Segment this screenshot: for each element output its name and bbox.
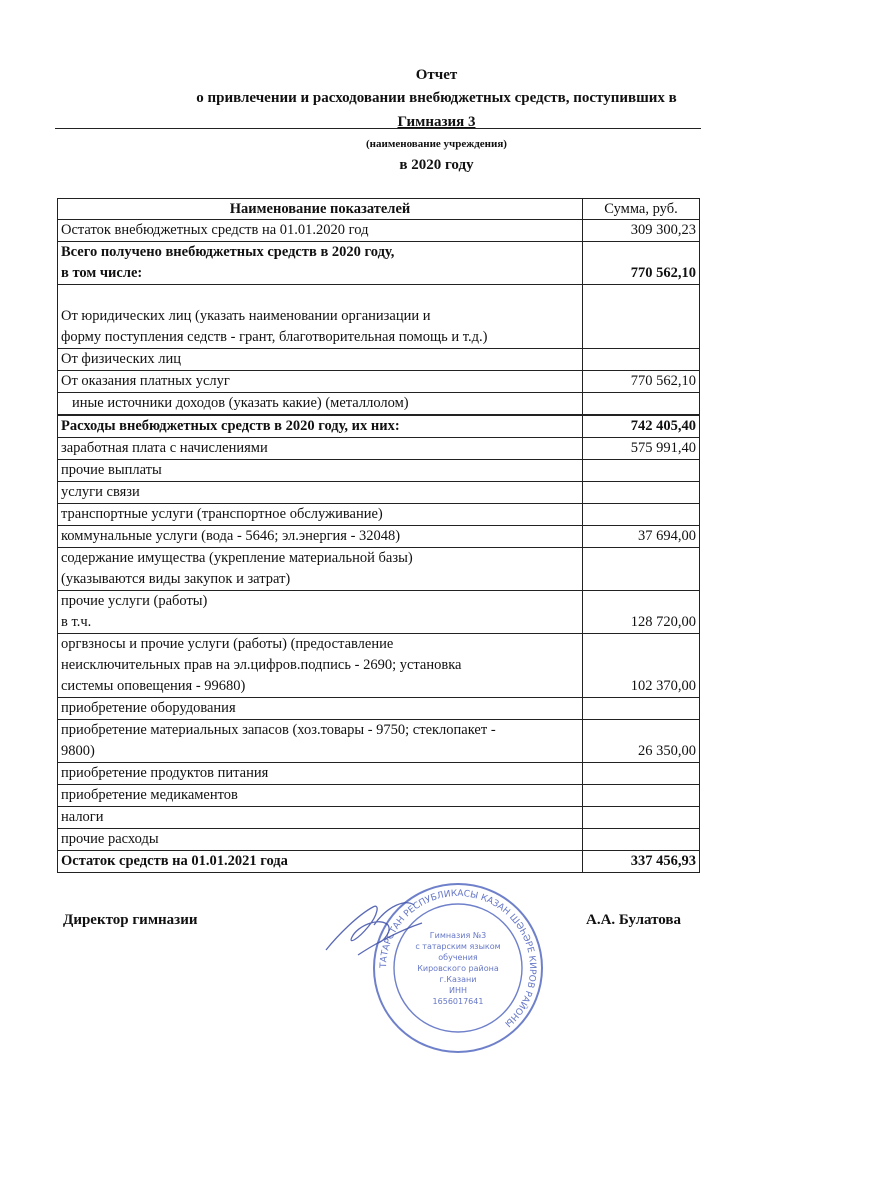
signer-name: А.А. Булатова	[586, 912, 682, 928]
svg-text:г.Казани: г.Казани	[439, 975, 477, 984]
row-label-line: в т.ч.	[61, 614, 92, 630]
row-label-line: форму поступления седств - грант, благотворительная помощь и т.д.)	[61, 329, 488, 345]
report-subtitle: о привлечении и расходовании внебюджетных средств, поступивших в	[196, 90, 677, 106]
row-label-line: системы оповещения - 99680)	[61, 678, 246, 694]
stamp-center-text	[415, 931, 500, 1006]
row-value: 309 300,23	[583, 220, 700, 242]
table-row	[58, 698, 700, 720]
row-value: 128 720,00	[583, 591, 700, 634]
row-label: приобретение продуктов питания	[58, 763, 583, 785]
svg-text:с татарским языком: с татарским языком	[415, 942, 501, 951]
table-row	[58, 393, 700, 415]
row-value: 37 694,00	[583, 526, 700, 548]
row-label	[58, 548, 583, 591]
row-value: 575 991,40	[583, 438, 700, 460]
row-label-line: приобретение материальных запасов (хоз.товары - 9750; стеклопакет -	[61, 722, 496, 738]
row-label-line: содержание имущества (укрепление материальной базы)	[61, 550, 413, 566]
table-row	[58, 851, 700, 873]
row-value	[583, 504, 700, 526]
row-label-line: От юридических лиц (указать наименовании организации и	[61, 308, 431, 324]
row-label-line: неисключительных прав на эл.цифров.подпись - 2690; установка	[61, 657, 462, 673]
row-value: 770 562,10	[583, 242, 700, 285]
table-row	[58, 634, 700, 698]
table-header-row	[58, 199, 700, 220]
row-value	[583, 785, 700, 807]
table-row	[58, 763, 700, 785]
row-label: Остаток внебюджетных средств на 01.01.2020 год	[58, 220, 583, 242]
signature-mark	[318, 895, 428, 965]
table-row	[58, 285, 700, 349]
row-label: Расходы внебюджетных средств в 2020 году, их них:	[58, 416, 583, 438]
table-row	[58, 349, 700, 371]
report-period: в 2020 году	[399, 157, 474, 173]
row-value	[583, 829, 700, 851]
row-label	[58, 634, 583, 698]
row-value: 770 562,10	[583, 371, 700, 393]
table-row	[58, 242, 700, 285]
row-value	[583, 698, 700, 720]
table-row	[58, 220, 700, 242]
table-row	[58, 548, 700, 591]
table-row	[58, 482, 700, 504]
row-label: услуги связи	[58, 482, 583, 504]
table-row	[58, 416, 700, 438]
row-value: 742 405,40	[583, 416, 700, 438]
row-label: транспортные услуги (транспортное обслуживание)	[58, 504, 583, 526]
table-row	[58, 720, 700, 763]
row-label	[58, 242, 583, 285]
row-label: От оказания платных услуг	[58, 371, 583, 393]
svg-text:1656017641: 1656017641	[432, 997, 484, 1006]
row-label: приобретение оборудования	[58, 698, 583, 720]
svg-text:ИНН: ИНН	[448, 986, 468, 995]
row-label	[58, 285, 583, 349]
row-label	[58, 720, 583, 763]
table-row	[58, 591, 700, 634]
table-row	[58, 504, 700, 526]
table-row	[58, 785, 700, 807]
row-label	[58, 591, 583, 634]
column-header-sum: Сумма, руб.	[583, 199, 700, 220]
institution-caption: (наименование учреждения)	[366, 138, 507, 150]
table-row	[58, 371, 700, 393]
row-label-line: 9800)	[61, 743, 95, 759]
table-row	[58, 829, 700, 851]
institution-name: Гимназия 3	[397, 114, 476, 130]
svg-text:Гимназия №3: Гимназия №3	[429, 931, 487, 940]
row-label: коммунальные услуги (вода - 5646; эл.энергия - 32048)	[58, 526, 583, 548]
table-row	[58, 438, 700, 460]
report-title: Отчет	[415, 67, 458, 83]
row-value	[583, 548, 700, 591]
row-label-line: в том числе:	[61, 265, 143, 281]
row-value: 102 370,00	[583, 634, 700, 698]
row-value: 337 456,93	[583, 851, 700, 873]
table-row	[58, 526, 700, 548]
row-label: прочие выплаты	[58, 460, 583, 482]
row-label: иные источники доходов (указать какие) (металлолом)	[58, 393, 583, 415]
table-row	[58, 807, 700, 829]
row-label-line: (указываются виды закупок и затрат)	[61, 571, 291, 587]
row-value	[583, 393, 700, 415]
row-value	[583, 482, 700, 504]
stamp-ring-text: ТАТАРСТАН РЕСПУБЛИКАСЫ КАЗАН ШӘҺӘРЕ КИРОВ РАЙОНЫ	[378, 888, 538, 1029]
row-value	[583, 349, 700, 371]
row-label: прочие расходы	[58, 829, 583, 851]
row-label: приобретение медикаментов	[58, 785, 583, 807]
row-value: 26 350,00	[583, 720, 700, 763]
column-header-name: Наименование показателей	[58, 199, 583, 220]
row-label-line: прочие услуги (работы)	[61, 593, 208, 609]
institution-underline	[55, 128, 701, 129]
row-label: Остаток средств на 01.01.2021 года	[58, 851, 583, 873]
row-value	[583, 285, 700, 349]
funds-table	[57, 198, 700, 873]
row-value	[583, 460, 700, 482]
row-label: заработная плата с начислениями	[58, 438, 583, 460]
row-value	[583, 807, 700, 829]
row-label-line: оргвзносы и прочие услуги (работы) (предоставление	[61, 636, 394, 652]
svg-text:обучения: обучения	[438, 953, 478, 962]
row-label: налоги	[58, 807, 583, 829]
signer-position: Директор гимназии	[63, 912, 198, 928]
row-value	[583, 763, 700, 785]
svg-text:Кировского района: Кировского района	[417, 964, 499, 973]
table-row	[58, 460, 700, 482]
row-label: От физических лиц	[58, 349, 583, 371]
row-label-line: Всего получено внебюджетных средств в 2020 году,	[61, 244, 395, 260]
